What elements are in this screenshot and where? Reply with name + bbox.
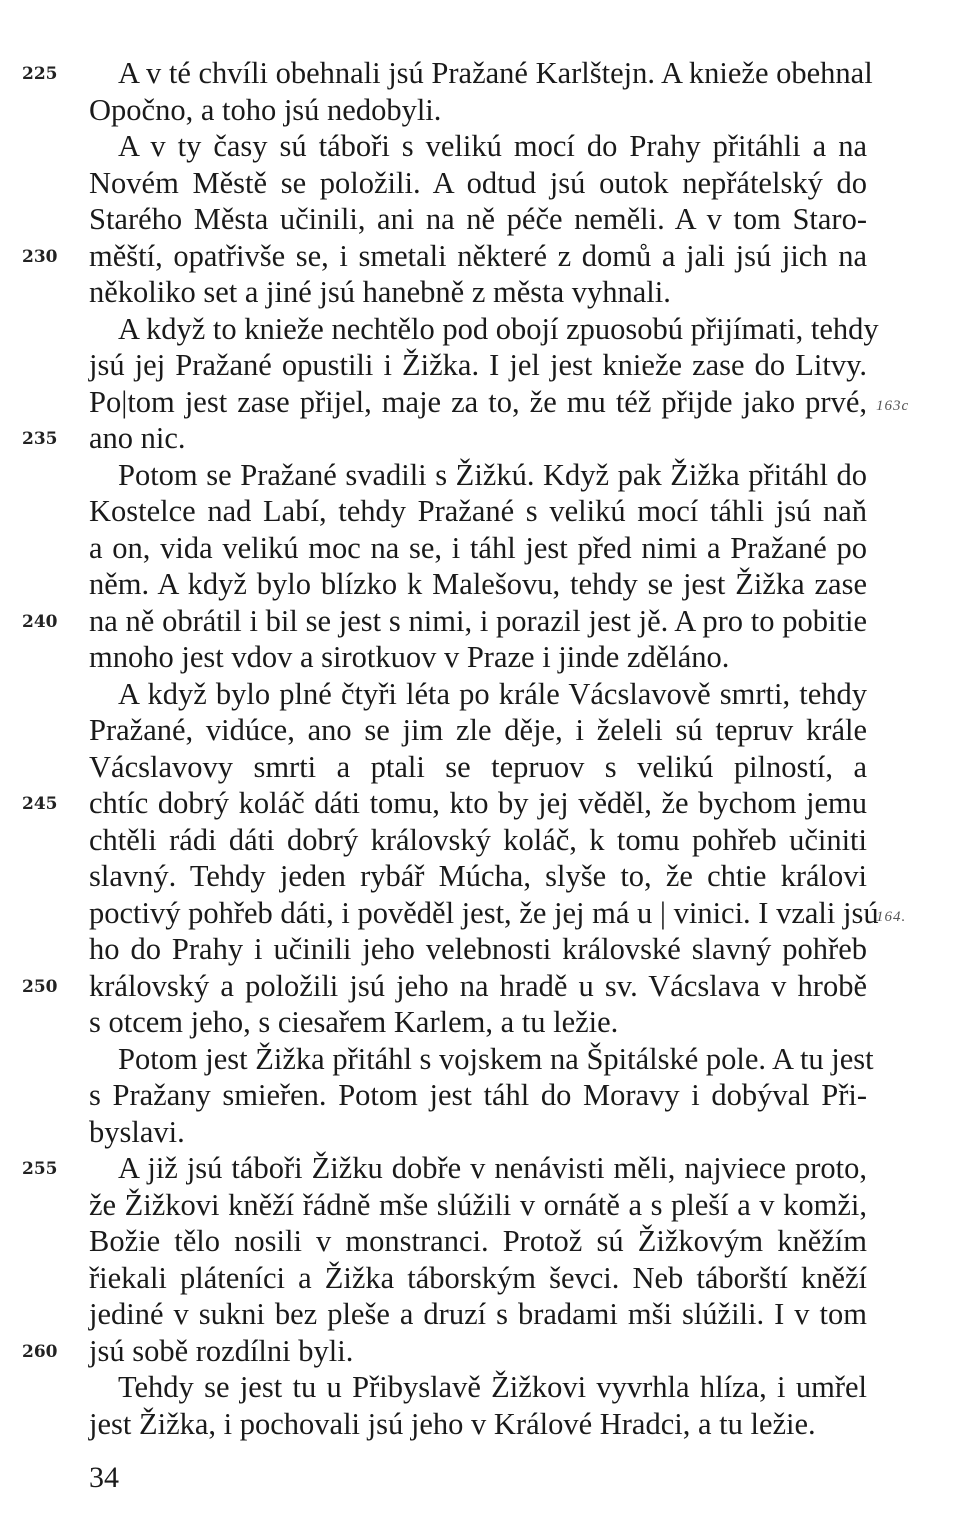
text-line: něm. A když bylo blízko k Malešovu, tehdy se jest Žižka zase xyxy=(89,567,867,601)
margin-note: 163c xyxy=(876,397,910,414)
text-line: A když to knieže nechtělo pod obojí zpuosobú přijímati, tehdy xyxy=(118,311,879,346)
text-line: jediné v sukni bez pleše a druzí s bradami mši slúžili. I v tom xyxy=(89,1297,867,1331)
line-number: 225 xyxy=(22,64,58,84)
text-line: Novém Městě se položili. A odtud jsú outok nepřátelský do xyxy=(89,165,867,200)
text-line: Potom jest Žižka přitáhl s vojskem na Špitálské pole. A tu jest xyxy=(118,1041,874,1076)
text-line: Božie tělo nosili v monstranci. Protož sú Žižkovým kněžím xyxy=(89,1224,867,1258)
text-line: a on, vida velikú moc na se, i táhl jest před nimi a Pražané po xyxy=(89,530,867,565)
text-line: několiko set a jiné jsú hanebně z města vyhnali. xyxy=(89,275,671,309)
text-line: ho do Prahy i učinili jeho velebnosti královské slavný pohřeb xyxy=(89,932,867,966)
line-number: 245 xyxy=(22,794,58,814)
text-line: chtěli rádi dáti dobrý královský koláč, k tomu pohřeb učiniti xyxy=(89,822,867,857)
text-line: jsú sobě rozdílni byli. xyxy=(89,1333,354,1368)
line-number: 235 xyxy=(22,429,58,449)
text-line: Tehdy se jest tu u Přibyslavě Žižkovi vyvrhla hlíza, i umřel xyxy=(118,1370,867,1404)
margin-note: 164. xyxy=(876,908,907,925)
text-line: že Žižkovi kněží řádně mše slúžili v ornátě a s pleší a v komži, xyxy=(89,1187,867,1222)
text-line: ano nic. xyxy=(89,421,186,455)
text-line: jest Žižka, i pochovali jsú jeho v Králové Hradci, a tu ležie. xyxy=(89,1406,816,1441)
text-line: Po|tom jest zase přijel, maje za to, že mu též přijde jako prvé, xyxy=(89,384,867,419)
text-line: A v té chvíli obehnali jsú Pražané Karlštejn. A knieže obehnal xyxy=(118,56,873,90)
text-line: jsú jej Pražané opustili i Žižka. I jel jest knieže zase do Litvy. xyxy=(89,348,867,382)
text-line: poctivý pohřeb dáti, i pověděl jest, že jej má u | vinici. I vzali jsú xyxy=(89,895,879,930)
text-line: chtíc dobrý koláč dáti tomu, kto by jej věděl, že bychom jemu xyxy=(89,786,867,820)
text-line: Potom se Pražané svadili s Žižkú. Když pak Žižka přitáhl do xyxy=(118,457,867,492)
text-line: Pražané, vidúce, ano se jim zle děje, i želeli sú tepruv krále xyxy=(89,713,867,747)
text-line: A v ty časy sú táboři s velikú mocí do Prahy přitáhli a na xyxy=(118,129,867,163)
page-number: 34 xyxy=(89,1461,119,1494)
line-number: 230 xyxy=(22,246,58,267)
text-line: Vácslavovy smrti a ptali se tepruov s velikú pilností, a xyxy=(89,749,867,784)
line-number: 250 xyxy=(22,976,58,997)
text-line: slavný. Tehdy jeden rybář Múcha, slyše to, že chtie královi xyxy=(89,859,867,893)
text-line: s otcem jeho, s ciesařem Karlem, a tu ležie. xyxy=(89,1005,619,1039)
line-number: 255 xyxy=(22,1159,58,1179)
text-line: A již jsú táboři Žižku dobře v nenávisti měli, najviece proto, xyxy=(118,1151,867,1185)
text-line: královský a položili jsú jeho na hradě u sv. Vácslava v hrobě xyxy=(89,968,867,1003)
text-line: s Pražany smieřen. Potom jest táhl do Moravy i dobýval Při- xyxy=(89,1078,867,1112)
text-line: mnoho jest vdov a sirotkuov v Praze i jinde zděláno. xyxy=(89,640,730,674)
text-line: na ně obrátil i bil se jest s nimi, i porazil jest jě. A pro to pobitie xyxy=(89,603,867,638)
line-number: 240 xyxy=(22,611,58,632)
text-line: A když bylo plné čtyři léta po krále Vácslavově smrti, tehdy xyxy=(118,676,867,711)
text-line: Opočno, a toho jsú nedobyli. xyxy=(89,92,442,127)
text-line: byslavi. xyxy=(89,1114,185,1149)
text-line: řiekali pláteníci a Žižka táborským ševci. Neb táborští kněží xyxy=(89,1260,867,1295)
line-number: 260 xyxy=(22,1341,58,1362)
text-line: měští, opatřivše se, i smetali některé z domů a jali jsú jich na xyxy=(89,238,867,273)
text-line: Kostelce nad Labí, tehdy Pražané s velikú mocí táhli jsú naň xyxy=(89,494,867,528)
text-line: Starého Města učinili, ani na ně péče neměli. A v tom Staro- xyxy=(89,202,867,236)
